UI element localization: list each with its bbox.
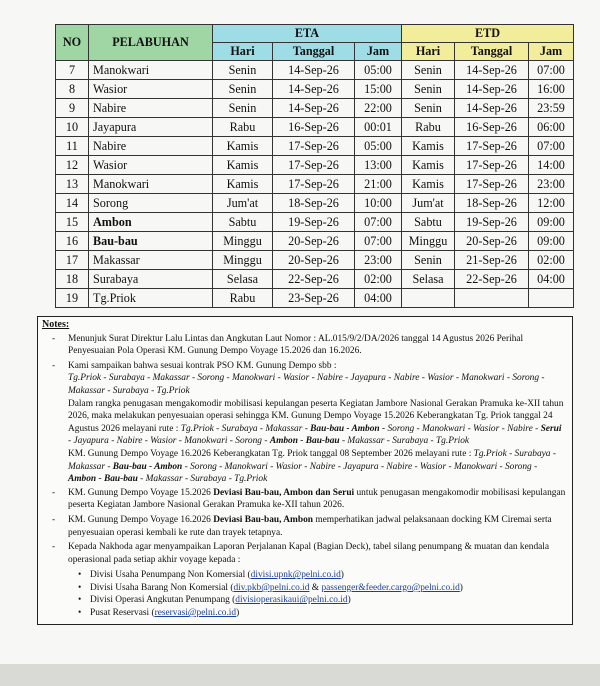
table-row xyxy=(56,213,574,232)
contact-label: Divisi Usaha Barang Non Komersial ( xyxy=(90,582,234,593)
bullet-icon: • xyxy=(78,595,82,606)
eta-date-cell: 22-Sep-26 xyxy=(273,270,355,289)
port-name-cell: Wasior xyxy=(89,80,213,99)
table-row xyxy=(56,232,574,251)
etd-date-cell: 17-Sep-26 xyxy=(455,175,529,194)
etd-time-cell: 16:00 xyxy=(529,80,574,99)
eta-date-cell: 16-Sep-26 xyxy=(273,118,355,137)
bullet-icon: • xyxy=(78,582,82,593)
eta-date-cell: 20-Sep-26 xyxy=(273,251,355,270)
email-link[interactable]: passenger&feeder.cargo@pelni.co.id xyxy=(321,582,460,593)
header-no: NO xyxy=(56,25,89,61)
port-name-cell: Nabire xyxy=(89,99,213,118)
table-row xyxy=(56,99,574,118)
email-link[interactable]: div.pkb@pelni.co.id xyxy=(233,582,310,593)
table-row xyxy=(56,289,574,308)
etd-date-cell: 14-Sep-26 xyxy=(455,80,529,99)
etd-day-cell: Kamis xyxy=(402,175,455,194)
etd-time-cell: 23:59 xyxy=(529,99,574,118)
row-no-cell: 10 xyxy=(56,118,89,137)
etd-time-cell: 07:00 xyxy=(529,61,574,80)
eta-time-cell: 13:00 xyxy=(355,156,402,175)
row-no-cell: 12 xyxy=(56,156,89,175)
contact-label: Divisi Usaha Penumpang Non Komersial ( xyxy=(90,570,251,581)
eta-time-cell: 05:00 xyxy=(355,137,402,156)
eta-time-cell: 02:00 xyxy=(355,270,402,289)
eta-date-cell: 14-Sep-26 xyxy=(273,61,355,80)
table-row xyxy=(56,194,574,213)
note-item: - KM. Gunung Dempo Voyage 15.2026 Deviasi Bau-bau, Ambon dan Serui untuk penugasan mengakomodir mobilisasi kepulangan peserta Kegiatan Jambore Nasional Gerakan Pramuka ke-XII tahun 2026. xyxy=(52,487,566,511)
etd-day-cell: Jum'at xyxy=(402,194,455,213)
port-name-cell: Wasior xyxy=(89,156,213,175)
etd-day-cell xyxy=(402,289,455,308)
note-text: KM. Gunung Dempo Voyage 16.2026 Keberangkatan Tg. Priok tanggal 08 September 2026 melayani rute : Tg.Priok - Surabaya - Makassar - Bau-bau - Ambon - Sorong - Manokwari - Wasior - Nabire - Jayapura - Nabire - Wasior - Manokwari - Sorong - Ambon - Bau-bau - Makassar - Surabaya - Tg.Priok xyxy=(68,448,556,485)
email-link[interactable]: divisi.upnk@pelni.co.id xyxy=(250,570,341,581)
row-no-cell: 11 xyxy=(56,137,89,156)
etd-date-cell: 14-Sep-26 xyxy=(455,99,529,118)
table-row xyxy=(56,251,574,270)
note-item: - Kami sampaikan bahwa sesuai kontrak PSO KM. Gunung Dempo sbb : Tg.Priok - Surabaya - Makassar - Sorong - Manokwari - Wasior - Nabire - Jayapura - Nabire - Wasior - Manokwari - Sorong - Makassar - Surabaya - Tg.Priok Dalam rangka penugasan mengakomodir mobilisasi kepulangan peserta Kegiatan Jambore Nasional Gerakan Pramuka ke-XII tahun 2026, maka melakukan penyesuaian operasi sehingga KM. Gunung Dempo Voyage 15.2026 Keberangkatan Tg. Priok tanggal 24 Agustus 2026 melayani rute : Tg.Priok - Surabaya - Makassar - Bau-bau - Ambon - Sorong - Manokwari - Wasior - Nabire - Serui - Jayapura - Nabire - Wasior - Manokwari - Sorong - Ambon - Bau-bau - Makassar - Surabaya - Tg.Priok KM. Gunung Dempo Voyage 16.2026 Keberangkatan Tg. Priok tanggal 08 September 2026 melayani rute : Tg.Priok - Surabaya - Makassar - Bau-bau - Ambon - Sorong - Manokwari - Wasior - Nabire - Jayapura - Nabire - Wasior - Manokwari - Sorong - Ambon - Bau-bau - Makassar - Surabaya - Tg.Priok xyxy=(42,360,566,486)
etd-date-cell xyxy=(455,289,529,308)
etd-date-cell: 16-Sep-26 xyxy=(455,118,529,137)
port-name-cell: Makassar xyxy=(89,251,213,270)
etd-day-cell: Minggu xyxy=(402,232,455,251)
etd-date-cell: 21-Sep-26 xyxy=(455,251,529,270)
email-link[interactable]: divisioperasikaui@pelni.co.id xyxy=(235,595,348,606)
note-text: Kami sampaikan bahwa sesuai kontrak PSO KM. Gunung Dempo sbb : xyxy=(68,360,337,371)
etd-date-cell: 17-Sep-26 xyxy=(455,156,529,175)
etd-time-cell: 23:00 xyxy=(529,175,574,194)
table-header-row xyxy=(56,25,574,43)
row-no-cell: 8 xyxy=(56,80,89,99)
eta-day-cell: Minggu xyxy=(213,251,273,270)
route-text: Tg.Priok - Surabaya - Makassar - Sorong - Manokwari - Wasior - Nabire - Jayapura - Nabire - Wasior - Manokwari - Sorong - Makassar - Surabaya - Tg.Priok xyxy=(68,373,545,396)
contact-item: • Divisi Usaha Penumpang Non Komersial (divisi.upnk@pelni.co.id) xyxy=(78,570,344,581)
header-etd-day: Hari xyxy=(402,43,455,61)
eta-day-cell: Rabu xyxy=(213,118,273,137)
eta-day-cell: Rabu xyxy=(213,289,273,308)
etd-date-cell: 22-Sep-26 xyxy=(455,270,529,289)
etd-day-cell: Senin xyxy=(402,80,455,99)
header-eta: ETA xyxy=(213,25,402,43)
eta-day-cell: Jum'at xyxy=(213,194,273,213)
etd-time-cell: 14:00 xyxy=(529,156,574,175)
eta-date-cell: 17-Sep-26 xyxy=(273,156,355,175)
eta-day-cell: Senin xyxy=(213,80,273,99)
etd-time-cell: 09:00 xyxy=(529,232,574,251)
eta-time-cell: 04:00 xyxy=(355,289,402,308)
table-row xyxy=(56,80,574,99)
eta-date-cell: 14-Sep-26 xyxy=(273,99,355,118)
etd-date-cell: 14-Sep-26 xyxy=(455,61,529,80)
etd-date-cell: 19-Sep-26 xyxy=(455,213,529,232)
row-no-cell: 15 xyxy=(56,213,89,232)
eta-date-cell: 19-Sep-26 xyxy=(273,213,355,232)
contact-item: • Pusat Reservasi (reservasi@pelni.co.id) xyxy=(78,608,240,619)
port-name-cell: Sorong xyxy=(89,194,213,213)
header-port: PELABUHAN xyxy=(89,25,213,61)
etd-date-cell: 18-Sep-26 xyxy=(455,194,529,213)
header-eta-day: Hari xyxy=(213,43,273,61)
contact-item: • Divisi Operasi Angkutan Penumpang (divisioperasikaui@pelni.co.id) xyxy=(78,595,351,606)
port-name-cell: Nabire xyxy=(89,137,213,156)
etd-day-cell: Rabu xyxy=(402,118,455,137)
contact-list xyxy=(42,569,566,619)
row-no-cell: 13 xyxy=(56,175,89,194)
etd-time-cell: 12:00 xyxy=(529,194,574,213)
contact-label: Divisi Operasi Angkutan Penumpang ( xyxy=(90,595,236,606)
etd-date-cell: 20-Sep-26 xyxy=(455,232,529,251)
table-row xyxy=(56,137,574,156)
eta-date-cell: 17-Sep-26 xyxy=(273,175,355,194)
eta-day-cell: Kamis xyxy=(213,156,273,175)
schedule-table xyxy=(55,24,574,308)
etd-time-cell: 06:00 xyxy=(529,118,574,137)
port-name-cell: Manokwari xyxy=(89,175,213,194)
eta-time-cell: 21:00 xyxy=(355,175,402,194)
bullet-icon: • xyxy=(78,570,82,581)
etd-time-cell: 09:00 xyxy=(529,213,574,232)
row-no-cell: 14 xyxy=(56,194,89,213)
header-eta-time: Jam xyxy=(355,43,402,61)
etd-time-cell: 07:00 xyxy=(529,137,574,156)
etd-day-cell: Selasa xyxy=(402,270,455,289)
screen-bottom-band xyxy=(0,664,600,686)
note-text: Dalam rangka penugasan mengakomodir mobilisasi kepulangan peserta Kegiatan Jambore Nasional Gerakan Pramuka ke-XII tahun 2026, maka melakukan penyesuaian operasi sehingga KM. Gunung Dempo Voyage 15.2026 Keberangkatan Tg. Priok tanggal 24 Agustus 2026 melayani rute : Tg.Priok - Surabaya - Makassar - Bau-bau - Ambon - Sorong - Manokwari - Wasior - Nabire - Serui - Jayapura - Nabire - Wasior - Manokwari - Sorong - Ambon - Bau-bau - Makassar - Surabaya - Tg.Priok xyxy=(68,398,564,447)
port-name-cell: Ambon xyxy=(89,213,213,232)
eta-time-cell: 07:00 xyxy=(355,232,402,251)
etd-time-cell xyxy=(529,289,574,308)
eta-day-cell: Kamis xyxy=(213,137,273,156)
eta-time-cell: 15:00 xyxy=(355,80,402,99)
eta-time-cell: 00:01 xyxy=(355,118,402,137)
eta-date-cell: 18-Sep-26 xyxy=(273,194,355,213)
port-name-cell: Jayapura xyxy=(89,118,213,137)
row-no-cell: 7 xyxy=(56,61,89,80)
eta-day-cell: Senin xyxy=(213,61,273,80)
contact-item: • Divisi Usaha Barang Non Komersial (div.pkb@pelni.co.id & passenger&feeder.cargo@pelni.co.id) xyxy=(78,582,463,593)
eta-time-cell: 10:00 xyxy=(355,194,402,213)
eta-day-cell: Senin xyxy=(213,99,273,118)
note-item: - Kepada Nakhoda agar menyampaikan Laporan Perjalanan Kapal (Bagian Deck), tabel silang penumpang & muatan dan kendala operasional pada setiap akhir voyage kepada : xyxy=(52,542,550,565)
eta-date-cell: 23-Sep-26 xyxy=(273,289,355,308)
eta-time-cell: 07:00 xyxy=(355,213,402,232)
etd-time-cell: 02:00 xyxy=(529,251,574,270)
row-no-cell: 16 xyxy=(56,232,89,251)
eta-day-cell: Selasa xyxy=(213,270,273,289)
port-name-cell: Manokwari xyxy=(89,61,213,80)
table-row xyxy=(56,156,574,175)
etd-date-cell: 17-Sep-26 xyxy=(455,137,529,156)
notes-box xyxy=(37,316,573,625)
notes-title: Notes: xyxy=(42,319,70,330)
table-row xyxy=(56,118,574,137)
port-name-cell: Bau-bau xyxy=(89,232,213,251)
etd-day-cell: Sabtu xyxy=(402,213,455,232)
etd-time-cell: 04:00 xyxy=(529,270,574,289)
eta-time-cell: 23:00 xyxy=(355,251,402,270)
note-text: Menunjuk Surat Direktur Lalu Lintas dan Angkutan Laut Nomor : AL.015/9/2/DA/2026 tanggal 14 Agustus 2026 Perihal Penyesuaian Pola Operasi KM. Gunung Dempo Voyage 15.2026 dan 16.2026. xyxy=(68,333,524,357)
table-row xyxy=(56,270,574,289)
etd-day-cell: Kamis xyxy=(402,137,455,156)
bullet-icon: • xyxy=(78,608,82,619)
eta-day-cell: Kamis xyxy=(213,175,273,194)
etd-day-cell: Kamis xyxy=(402,156,455,175)
eta-day-cell: Minggu xyxy=(213,232,273,251)
port-name-cell: Surabaya xyxy=(89,270,213,289)
row-no-cell: 18 xyxy=(56,270,89,289)
header-eta-date: Tanggal xyxy=(273,43,355,61)
note-item: - KM. Gunung Dempo Voyage 16.2026 Deviasi Bau-bau, Ambon memperhatikan jadwal pelaksanaan docking KM Ciremai serta penyesuaian operasi kembali ke rute dan trayek tetapnya. xyxy=(52,514,552,538)
header-etd: ETD xyxy=(402,25,574,43)
contact-label: Pusat Reservasi ( xyxy=(90,608,155,619)
row-no-cell: 17 xyxy=(56,251,89,270)
eta-time-cell: 05:00 xyxy=(355,61,402,80)
email-link[interactable]: reservasi@pelni.co.id xyxy=(154,608,237,619)
etd-day-cell: Senin xyxy=(402,251,455,270)
port-name-cell: Tg.Priok xyxy=(89,289,213,308)
eta-date-cell: 20-Sep-26 xyxy=(273,232,355,251)
row-no-cell: 19 xyxy=(56,289,89,308)
etd-day-cell: Senin xyxy=(402,99,455,118)
note-item: - Menunjuk Surat Direktur Lalu Lintas dan Angkutan Laut Nomor : AL.015/9/2/DA/2026 tanggal 14 Agustus 2026 Perihal Penyesuaian Pola Operasi KM. Gunung Dempo Voyage 15.2026 dan 16.2026. xyxy=(52,333,524,357)
header-etd-time: Jam xyxy=(529,43,574,61)
row-no-cell: 9 xyxy=(56,99,89,118)
table-row xyxy=(56,61,574,80)
header-etd-date: Tanggal xyxy=(455,43,529,61)
table-row xyxy=(56,175,574,194)
eta-day-cell: Sabtu xyxy=(213,213,273,232)
eta-date-cell: 14-Sep-26 xyxy=(273,80,355,99)
etd-day-cell: Senin xyxy=(402,61,455,80)
eta-date-cell: 17-Sep-26 xyxy=(273,137,355,156)
eta-time-cell: 22:00 xyxy=(355,99,402,118)
